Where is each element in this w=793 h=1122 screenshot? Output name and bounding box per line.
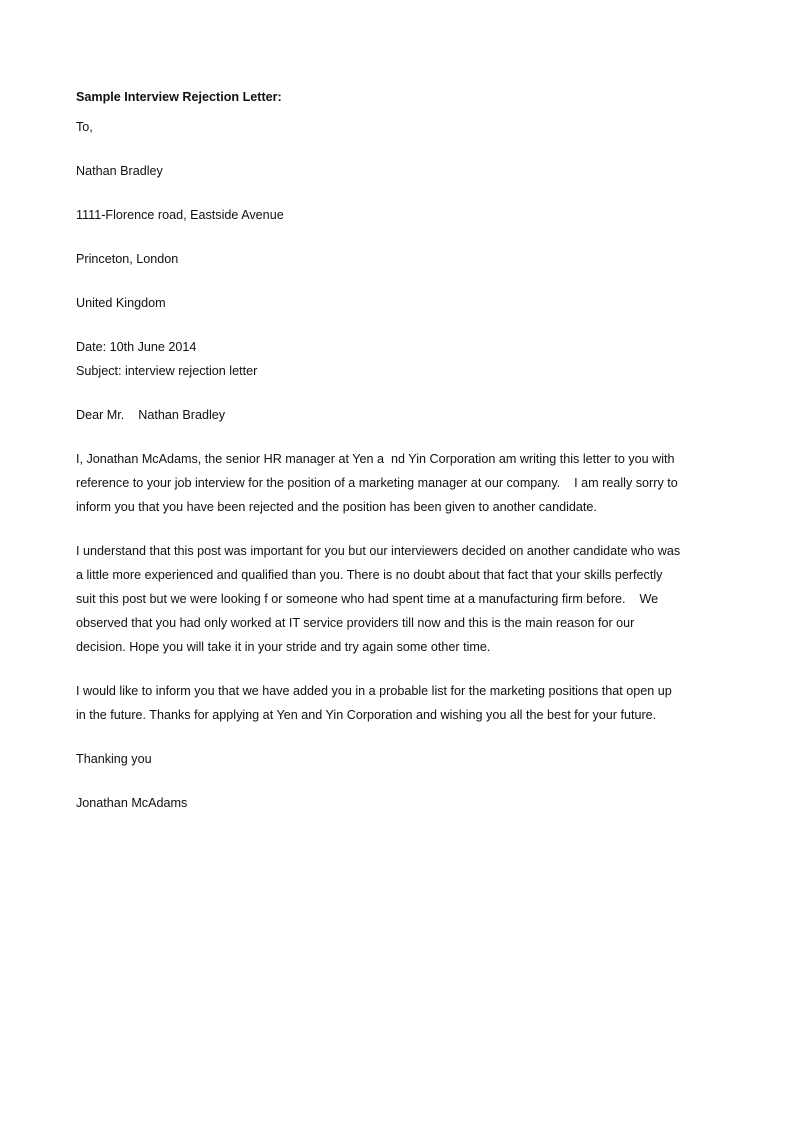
closing: Thanking you [76,752,152,766]
paragraph-line: I, Jonathan McAdams, the senior HR manager at Yen a nd Yin Corporation am writing this letter to you with [76,452,675,466]
paragraph-1 [76,447,716,519]
paragraph-3 [76,679,716,727]
paragraph-line: reference to your job interview for the position of a marketing manager at our company. I am really sorry to [76,476,678,490]
address-line-1: 1111-Florence road, Eastside Avenue [76,208,284,222]
letter-date: Date: 10th June 2014 [76,340,197,354]
paragraph-line: I would like to inform you that we have added you in a probable list for the marketing positions that open up [76,684,672,698]
recipient-name: Nathan Bradley [76,164,163,178]
address-line-2: Princeton, London [76,252,179,266]
paragraph-line: inform you that you have been rejected and the position has been given to another candidate. [76,500,597,514]
paragraph-line: in the future. Thanks for applying at Yen and Yin Corporation and wishing you all the best for your future. [76,708,657,722]
paragraph-line: suit this post but we were looking f or someone who had spent time at a manufacturing firm before. We [76,592,659,606]
salutation-to: To, [76,120,93,134]
paragraph-line: I understand that this post was important for you but our interviewers decided on another candidate who was [76,544,681,558]
greeting: Dear Mr. Nathan Bradley [76,408,226,422]
address-line-3: United Kingdom [76,296,166,310]
signature-name: Jonathan McAdams [76,796,188,810]
paragraph-line: observed that you had only worked at IT service providers till now and this is the main reason for our [76,616,635,630]
paragraph-line: decision. Hope you will take it in your stride and try again some other time. [76,640,491,654]
paragraph-2 [76,539,716,659]
letter-title: Sample Interview Rejection Letter: [76,90,282,104]
letter-subject: Subject: interview rejection letter [76,364,258,378]
paragraph-line: a little more experienced and qualified than you. There is no doubt about that fact that your skills perfectly [76,568,663,582]
